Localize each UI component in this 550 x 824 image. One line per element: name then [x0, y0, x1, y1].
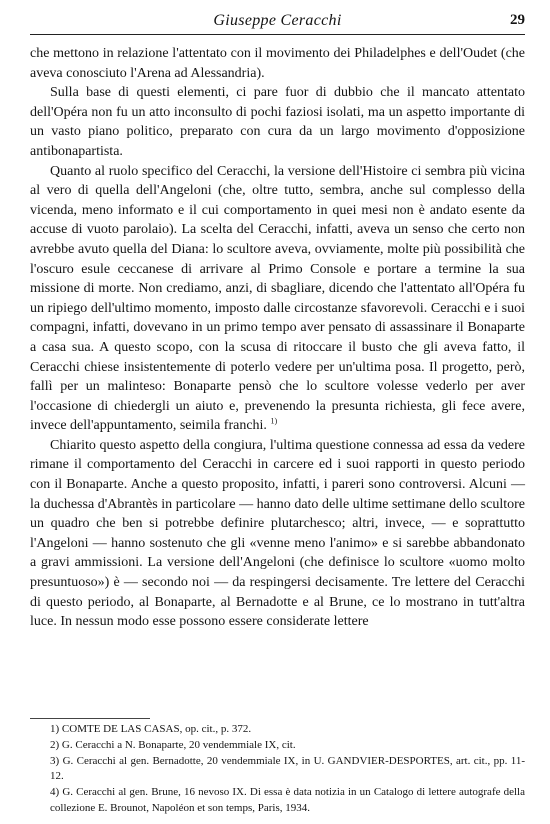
footnote-mark: 4): [50, 786, 60, 799]
footnotes: [30, 722, 525, 817]
footnote-mark: 2): [50, 738, 60, 751]
paragraph-4: Chiarito questo aspetto della congiura, l'ultima questione connessa ad essa da vedere rimane il comportamento del Ceracchi in carcere ed i suoi rapporti in questo periodo con il Bonaparte. Anche a questo proposito, infatti, i pareri sono controversi. Alcuni — la duchessa d'Abrantès in particolare — hanno dato delle ultime settimane dello scultore un quadro che ben si potrebbe definire plutarchesco; altri, invece, — e soprattutto l'Angeloni — hanno sostenuto che gli «venne meno l'animo» e si sarebbe abbandonato a gravi ammissioni. La versione dell'Angeloni (che definisce lo scultore «uomo molto presuntuoso») è — secondo noi — da respingersi decisamente. Tre lettere del Ceracchi di questo periodo, al Bonaparte, al Bernadotte e al Brune, ce lo mostrano in tutt'altra luce. In nessun modo esse possono essere considerate lettere: [30, 437, 525, 630]
running-header: [30, 12, 525, 34]
footnote-text: COMTE DE LAS CASAS, op. cit., p. 372.: [61, 723, 252, 735]
footnote-text: G. Ceracchi al gen. Bernadotte, 20 vendemmiale IX, in U. GANDVIER-DESPORTES, art. cit., pp. 11-12.: [50, 754, 525, 783]
footnote-mark: 3): [50, 754, 60, 767]
footnote-text: G. Ceracchi al gen. Brune, 16 nevoso IX. Di essa è data notizia in un Catalogo di lettere autografe della collezione E. Brounot, Napoléon et son temps, Paris, 1934.: [50, 786, 525, 814]
footnote-2: [30, 738, 525, 754]
paragraph-2: Sulla base di questi elementi, ci pare fuor di dubbio che il mancato attentato dell'Opéra non fu un atto inconsulto di pochi faziosi isolati, ma un aspetto importante di un vasto piano politico, preparato con cura da un largo movimento d'opposizione antibonapartista.: [30, 85, 525, 159]
footnote-4: [30, 785, 525, 817]
paragraph-1: che mettono in relazione l'attentato con il movimento dei Philadelphes e dell'Oudet (che aveva conosciuto l'Arena ad Alessandria).: [30, 46, 525, 81]
footnote-text: G. Ceracchi a N. Bonaparte, 20 vendemmiale IX, cit.: [61, 738, 296, 751]
header-rule: [30, 34, 525, 35]
page-number: 29: [510, 12, 525, 28]
running-title: Giuseppe Ceracchi: [213, 12, 342, 29]
main-text: [30, 44, 525, 632]
footnote-3: [30, 754, 525, 786]
footnote-mark: 1): [50, 723, 60, 735]
paragraph-3-text: Quanto al ruolo specifico del Ceracchi, la versione dell'Histoire ci sembra più vicina al vero di quella dell'Angeloni (che, oltre tutto, sembra, anche sul complesso della vicenda, meno informato e il cui comportamento in quei mesi non è andato esente da accuse di vuoto parolaio). La scelta del Ceracchi, infatti, aveva un senso che certo non avrebbe avuto quella del Diana: lo scultore aveva, ovviamente, molte più possibilità che l'oscuro esule ceccanese di arrivare al Primo Console e portare a termine la sua missione di morte. Non crediamo, anzi, di sbagliare, dicendo che l'attentato all'Opéra fu un ripiego dell'ultimo momento, imposto dalle circostanze sfavorevoli. Ceracchi e i suoi compagni, infatti, dovevano in un primo tempo aver pensato di assassinare il Bonaparte a casa sua. A questo scopo, con la scusa di ritoccare il busto che gli aveva fatto, il Ceracchi chiese insistentemente di poterlo vedere per un'ultima posa. Il progetto, però, fallì per un malinteso: Bonaparte pensò che lo scultore volesse vederlo per aver l'occasione di chiedergli un aiuto e, prevenendo la presunta richiesta, gli fece avere, invece dell'appuntamento, seimila franchi.: [30, 163, 525, 434]
footnote-1: [30, 722, 525, 738]
footnote-rule: [30, 718, 150, 719]
footnote-ref-1: 1): [270, 416, 278, 426]
paragraph-3: [30, 162, 525, 436]
